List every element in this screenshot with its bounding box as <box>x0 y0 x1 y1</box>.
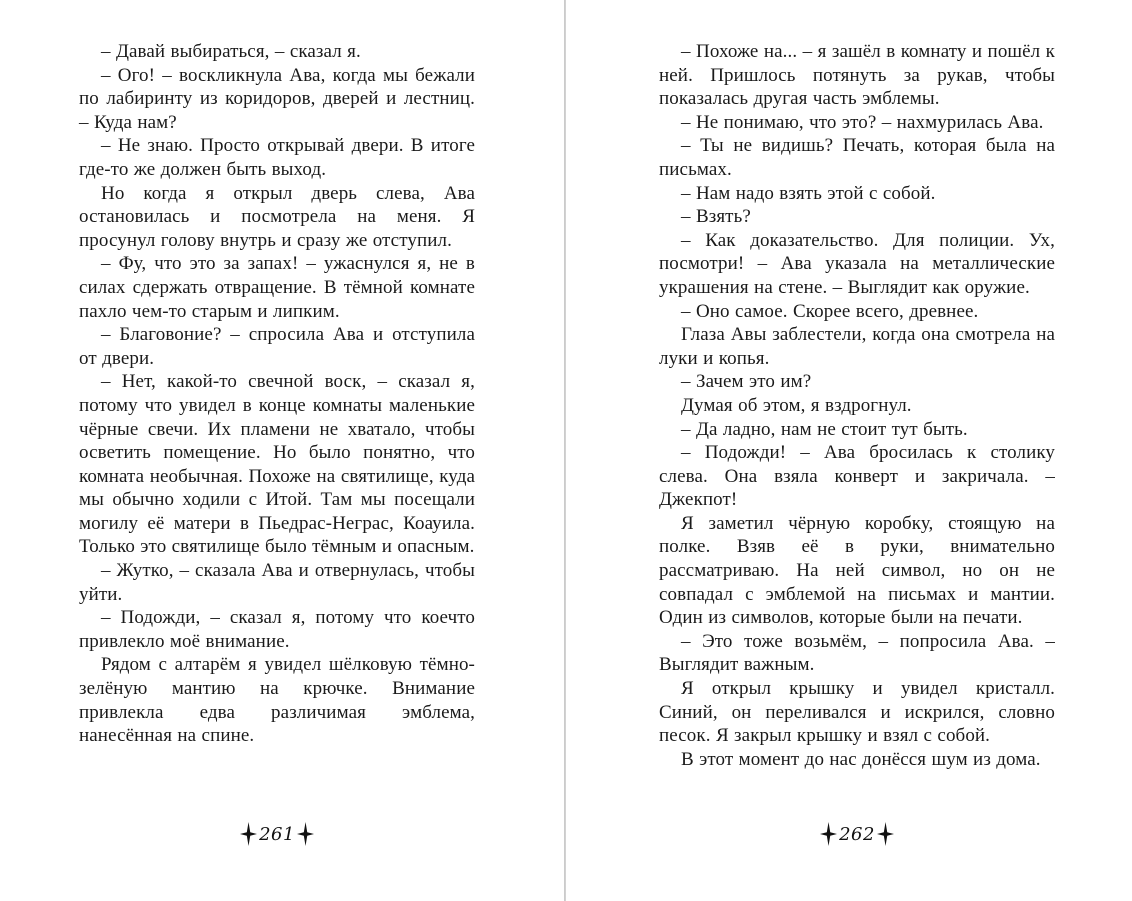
right-paragraph-7: – Оно самое. Скорее всего, древнее. <box>681 300 979 322</box>
right-paragraph-1: – Похоже на... – я зашёл в комнату и пошёл к ней. Пришлось потянуть за рукав, чтобы показалась другая часть эмблемы. <box>659 41 1055 110</box>
left-paragraph-9: – Подожди, – сказал я, потому что коечто привлекло моё внимание. <box>79 607 475 652</box>
page-number-right <box>820 816 894 852</box>
left-paragraph-6: – Благовоние? – спросила Ава и отступила от двери. <box>79 324 475 369</box>
left-paragraph-7: – Нет, какой-то свечной воск, – сказал я, потому что увидел в конце комнаты маленькие чёрные свечи. Их пламени не хватало, чтобы осветить помещение. Но было понятно, что комната необычная. Похоже на святилище, куда мы обычно ходили с Итой. Там мы посещали могилу её матери в Пьедрас-Неграс, Коауила. Только это святилище было тёмным и опасным. <box>79 371 475 558</box>
left-paragraph-4: Но когда я открыл дверь слева, Ава остановилась и посмотрела на меня. Я просунул голову внутрь и сразу же отступил. <box>79 182 475 251</box>
left-paragraph-5: – Фу, что это за запах! – ужаснулся я, не в силах сдержать отвращение. В тёмной комнате пахло чем-то старым и липким. <box>79 253 475 322</box>
left-paragraph-3: – Не знаю. Просто открывай двери. В итоге где-то же должен быть выход. <box>79 135 475 180</box>
right-paragraph-4: – Нам надо взять этой с собой. <box>681 182 936 204</box>
page-number-right-text: 262 <box>839 823 875 845</box>
left-paragraph-1: – Давай выбираться, – сказал я. <box>101 41 361 62</box>
left-paragraph-8: – Жутко, – сказала Ава и отвернулась, чтобы уйти. <box>79 560 475 605</box>
right-paragraph-11: – Да ладно, нам не стоит тут быть. <box>681 418 968 440</box>
right-paragraph-13: Я заметил чёрную коробку, стоящую на полке. Взяв её в руки, внимательно рассматриваю. На ней символ, но он не совпадал с эмблемой на письмах и мантии. Один из символов, которые были на печати. <box>659 512 1055 629</box>
page-number-left-text: 261 <box>259 823 295 845</box>
right-paragraph-9: – Зачем это им? <box>681 371 812 393</box>
page-number-left <box>240 816 314 852</box>
right-paragraph-16: В этот момент до нас донёсся шум из дома. <box>681 748 1041 770</box>
book-gutter <box>564 0 566 901</box>
left-page-text <box>79 40 475 748</box>
four-point-star-icon <box>240 820 257 848</box>
left-paragraph-10: Рядом с алтарём я увидел шёлковую тёмно-зелёную мантию на крючке. Внимание привлекла едва различимая эмблема, нанесённая на спине. <box>79 654 475 747</box>
four-point-star-icon <box>820 820 837 848</box>
right-paragraph-3: – Ты не видишь? Печать, которая была на письмах. <box>659 135 1055 180</box>
right-paragraph-2: – Не понимаю, что это? – нахмурилась Ава. <box>681 111 1044 133</box>
right-paragraph-10: Думая об этом, я вздрогнул. <box>681 394 912 416</box>
right-paragraph-15: Я открыл крышку и увидел кристалл. Синий, он переливался и искрился, словно песок. Я закрыл крышку и взял с собой. <box>659 678 1055 747</box>
right-page-text <box>659 40 1055 771</box>
right-paragraph-5: – Взять? <box>681 206 751 228</box>
right-paragraph-14: – Это тоже возьмём, – попросила Ава. – Выглядит важным. <box>659 630 1055 676</box>
four-point-star-icon <box>877 820 894 848</box>
left-paragraph-2: – Ого! – воскликнула Ава, когда мы бежали по лабиринту из коридоров, дверей и лестниц. – Куда нам? <box>79 64 475 133</box>
right-paragraph-8: Глаза Авы заблестели, когда она смотрела на луки и копья. <box>659 324 1055 369</box>
right-paragraph-12: – Подожди! – Ава бросилась к столику слева. Она взяла конверт и закричала. – Джекпот! <box>659 442 1055 511</box>
right-paragraph-6: – Как доказательство. Для полиции. Ух, посмотри! – Ава указала на металлические украшения на стене. – Выглядит как оружие. <box>659 229 1055 298</box>
four-point-star-icon <box>297 820 314 848</box>
